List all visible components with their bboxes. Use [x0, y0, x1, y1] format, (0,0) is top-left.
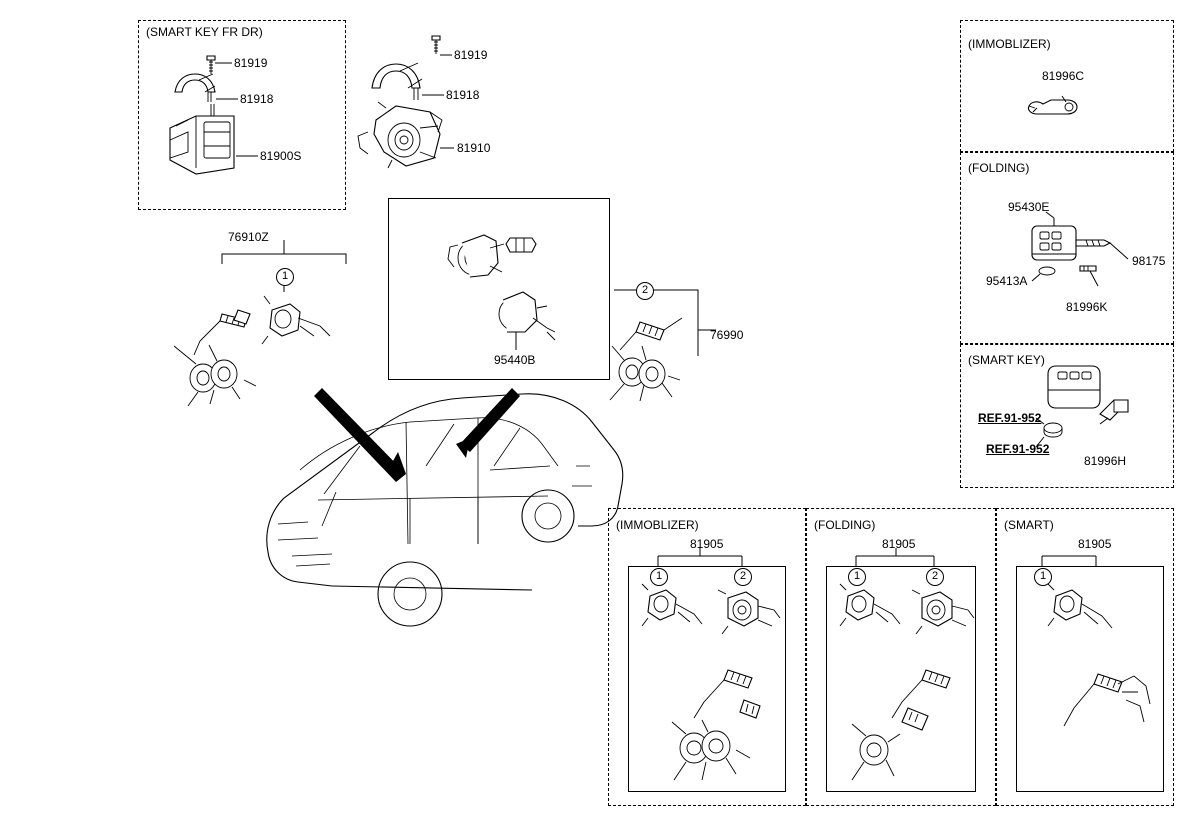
part-81919-a: [207, 56, 232, 74]
car-illustration: [267, 394, 623, 626]
callout-1-folding: 1: [848, 568, 866, 586]
part-81918-a: [175, 74, 238, 102]
callout-1-left: 1: [276, 268, 294, 286]
label-folding-bottom: (FOLDING): [814, 518, 876, 532]
label-81905-b: 81905: [882, 537, 916, 551]
callout-2-folding: 2: [926, 568, 944, 586]
set-smart-art: [1042, 556, 1150, 726]
part-81996C: [1028, 96, 1077, 114]
label-95430E: 95430E: [1008, 200, 1050, 214]
label-smart-bottom: (SMART): [1004, 518, 1054, 532]
part-76990: [610, 290, 716, 401]
label-immoblizer-top: (IMMOBLIZER): [968, 37, 1051, 51]
label-76910Z: 76910Z: [228, 230, 269, 244]
label-98175: 98175: [1132, 254, 1166, 268]
callout-1-immoblizer: 1: [650, 568, 668, 586]
callout-2-right: 2: [636, 282, 654, 300]
label-81900S: 81900S: [260, 149, 302, 163]
callout-2-immoblizer: 2: [734, 568, 752, 586]
label-95440B: 95440B: [494, 353, 536, 367]
part-76910Z: [174, 240, 346, 406]
part-smart-key-fob: [1036, 366, 1128, 447]
label-81905-a: 81905: [690, 537, 724, 551]
label-folding-top: (FOLDING): [968, 161, 1030, 175]
label-smart-key: (SMART KEY): [968, 353, 1045, 367]
label-ref-91-952-a: REF.91-952: [978, 411, 1042, 425]
part-81900S: [170, 104, 258, 174]
label-81905-c: 81905: [1078, 537, 1112, 551]
part-81919-b: [432, 36, 452, 55]
label-81918-b: 81918: [446, 88, 480, 102]
label-76990: 76990: [710, 328, 744, 342]
part-81918-b: [372, 63, 444, 100]
label-ref-91-952-b: REF.91-952: [986, 442, 1050, 456]
label-81919-a: 81919: [234, 56, 268, 70]
label-81996H: 81996H: [1084, 454, 1127, 468]
label-95413A: 95413A: [986, 274, 1028, 288]
pointer-arrows: [314, 388, 520, 482]
label-immoblizer-bottom: (IMMOBLIZER): [616, 518, 699, 532]
label-81996K: 81996K: [1066, 300, 1108, 314]
label-81910: 81910: [457, 141, 491, 155]
part-95440B: [448, 235, 555, 350]
callout-1-smart: 1: [1034, 568, 1052, 586]
label-81996C: 81996C: [1042, 69, 1085, 83]
part-95430E: [1032, 212, 1128, 286]
label-81919-b: 81919: [454, 48, 488, 62]
label-smart-key-fr-dr: (SMART KEY FR DR): [146, 25, 263, 39]
label-81918-a: 81918: [240, 92, 274, 106]
part-81910: [358, 102, 454, 168]
